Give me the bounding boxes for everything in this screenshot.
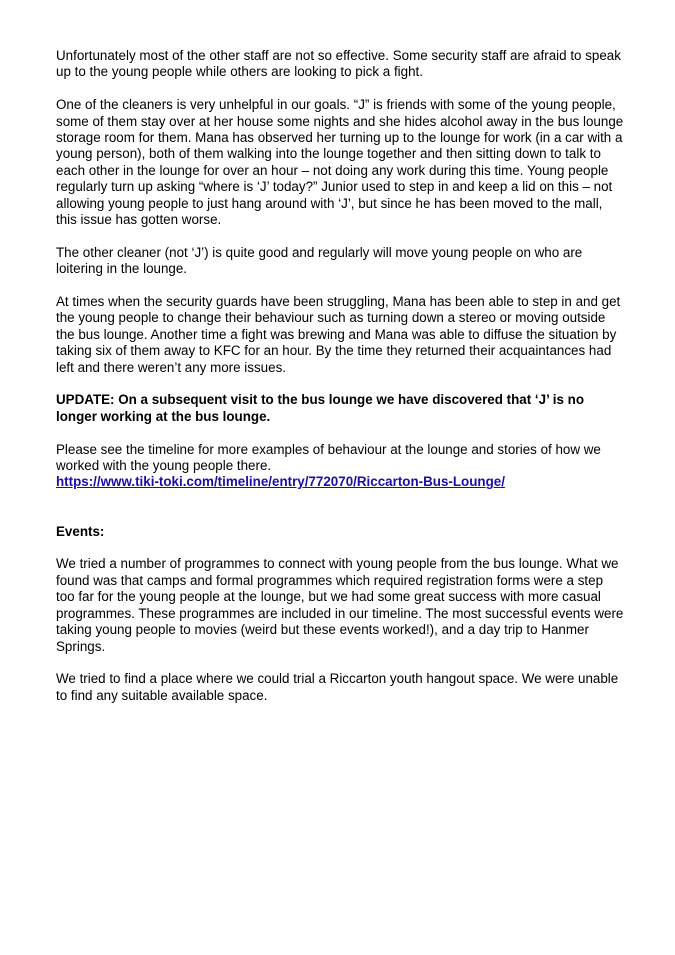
events-heading: Events: [56, 523, 105, 539]
timeline-paragraph [56, 442, 624, 491]
paragraph-hangout-space: We tried to find a place where we could trial a Riccarton youth hangout space. We were unable to find any suitable available space. [56, 671, 619, 703]
timeline-link[interactable]: https://www.tiki-toki.com/timeline/entry/772070/Riccarton-Bus-Lounge/ [56, 474, 505, 490]
timeline-text: Please see the timeline for more examples of behaviour at the lounge and stories of how we worked with the young people there. [56, 441, 601, 474]
update-notice: UPDATE: On a subsequent visit to the bus lounge we have discovered that ‘J’ is no longer working at the bus lounge. [56, 392, 585, 424]
paragraph-events-programmes: We tried a number of programmes to connect with young people from the bus lounge. What we found was that camps and formal programmes which required registration forms were a step too far for the young people at the lounge, but we had some great success with more casual programmes. These programmes are included in our timeline. The most successful events were taking young people to movies (weird but these events worked!), and a day trip to Hanmer Springs. [56, 556, 624, 654]
paragraph-staff-effectiveness: Unfortunately most of the other staff are not so effective. Some security staff are afraid to speak up to the young people while others are looking to pick a fight. [56, 48, 621, 80]
paragraph-other-cleaner: The other cleaner (not ‘J’) is quite good and regularly will move young people on who are loitering in the lounge. [56, 244, 583, 277]
spacer [56, 507, 624, 523]
paragraph-mana-security: At times when the security guards have been struggling, Mana has been able to step in and get the young people to change their behaviour such as turning down a stereo or moving outside the bus lounge. Another time a fight was brewing and Mana was able to diffuse the situation by taking six of them away to KFC for an hour. By the time they returned their acquaintances had left and there weren’t any more issues. [56, 294, 621, 375]
document-page [56, 48, 624, 721]
paragraph-cleaner-j: One of the cleaners is very unhelpful in our goals. “J” is friends with some of the young people, some of them stay over at her house some nights and she hides alcohol away in the bus lounge storage room for them. Mana has observed her turning up to the lounge for work (in a car with a young person), both of them walking into the lounge together and then sitting down to talk to each other in the lounge for over an hour – not doing any work during this time. Young people regularly turn up asking “where is ‘J’ today?” Junior used to step in and keep a lid on this – not allowing young people to just hang around with ‘J’, but since he has been moved to the mall, this issue has gotten worse. [56, 97, 624, 228]
